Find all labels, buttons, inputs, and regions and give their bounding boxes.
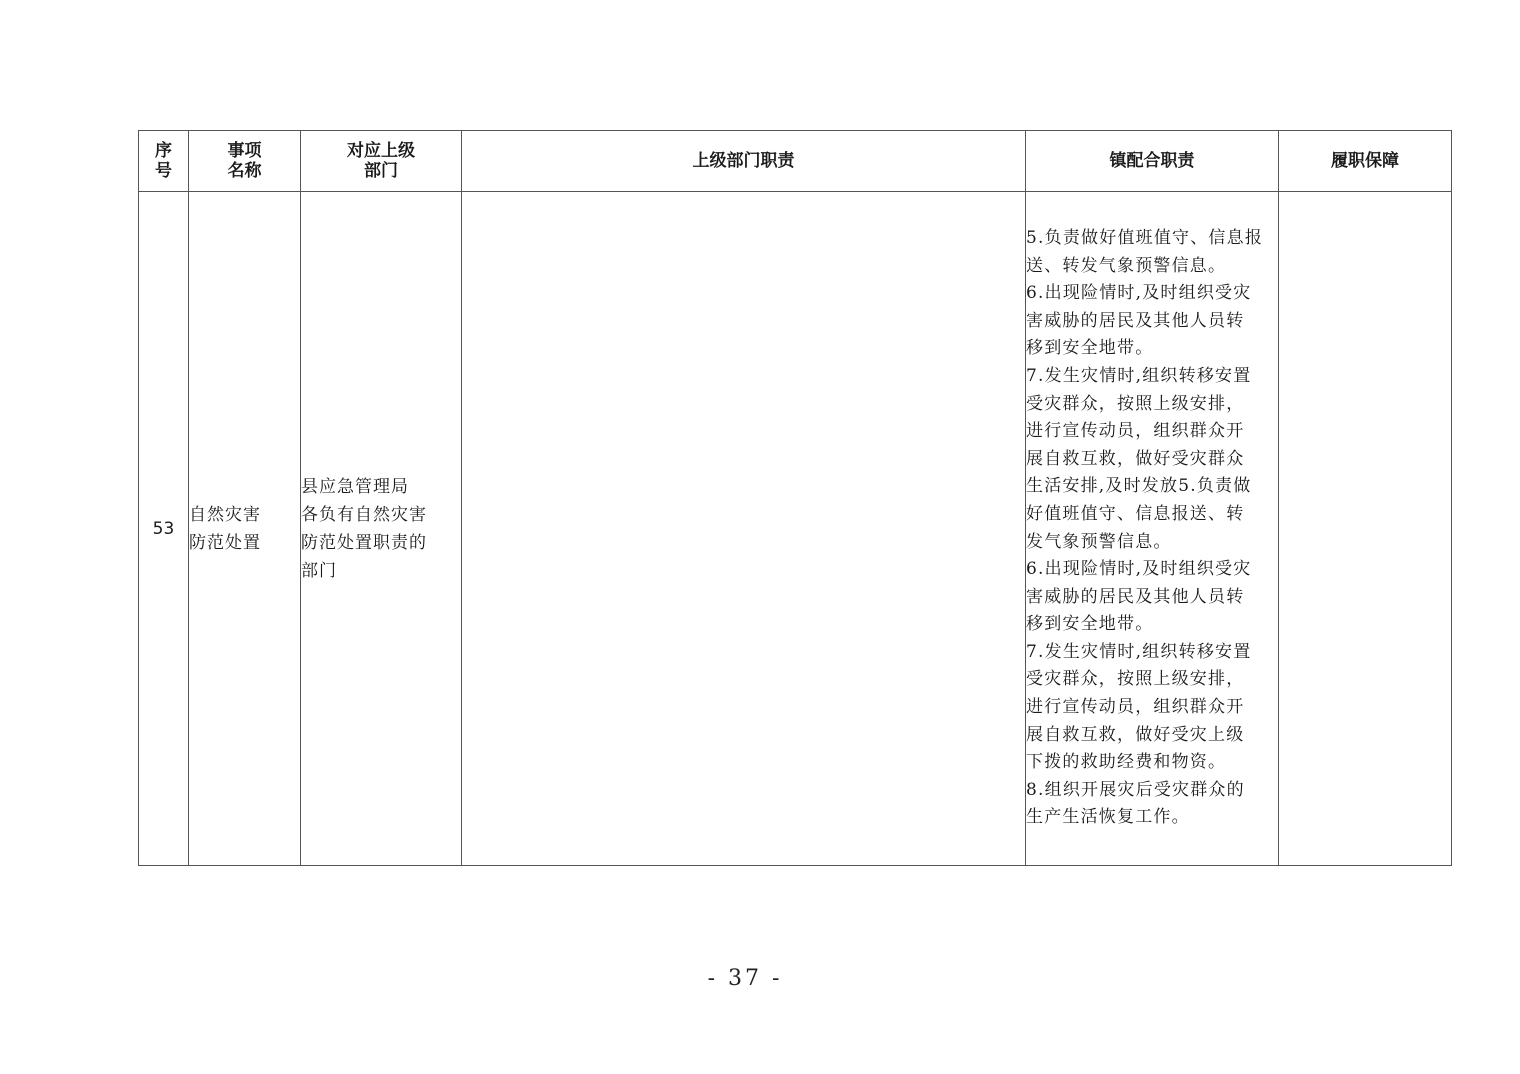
town-duty-line: 发气象预警信息。 bbox=[1026, 531, 1172, 552]
dept-line: 部门 bbox=[301, 560, 337, 581]
town-duty-line: 下拨的救助经费和物资。 bbox=[1026, 752, 1227, 773]
town-duty-line: 送、转发气象预警信息。 bbox=[1026, 255, 1227, 276]
header-seq-line-2: 号 bbox=[155, 161, 172, 181]
town-duty-line: 移到安全地带。 bbox=[1026, 338, 1154, 359]
town-duty-line: 生活安排,及时发放5.负责做 bbox=[1026, 476, 1252, 497]
header-item-line-2: 名称 bbox=[227, 161, 262, 181]
dept-line: 防范处置职责的 bbox=[301, 532, 427, 553]
town-duty-line: 7.发生灾情时,组织转移安置 bbox=[1026, 641, 1252, 662]
header-upper-duty: 上级部门职责 bbox=[462, 131, 1026, 192]
town-duty-line: 好值班值守、信息报送、转 bbox=[1026, 503, 1245, 524]
town-duty-line: 展自救互救，做好受灾群众 bbox=[1026, 448, 1245, 469]
header-dept-line-1: 对应上级 bbox=[347, 141, 415, 161]
row-upper-dept bbox=[301, 192, 462, 866]
header-dept-line-2: 部门 bbox=[364, 161, 398, 181]
row-guarantee bbox=[1279, 192, 1452, 866]
row-town-duty bbox=[1026, 192, 1279, 866]
town-duty-line: 受灾群众，按照上级安排， bbox=[1026, 669, 1245, 690]
row-seq: 53 bbox=[139, 192, 189, 866]
header-seq-line-1: 序 bbox=[155, 141, 172, 161]
town-duty-line: 进行宣传动员，组织群众开 bbox=[1026, 421, 1245, 442]
town-duty-line: 受灾群众，按照上级安排， bbox=[1026, 393, 1245, 414]
town-duty-line: 展自救互救，做好受灾上级 bbox=[1026, 724, 1245, 745]
town-duty-line: 5.负责做好值班值守、信息报 bbox=[1026, 227, 1264, 248]
page-number: - 37 - bbox=[707, 966, 783, 991]
header-item-line-1: 事项 bbox=[227, 141, 262, 161]
town-duty-line: 移到安全地带。 bbox=[1026, 614, 1154, 635]
town-duty-line: 6.出现险情时,及时组织受灾 bbox=[1026, 559, 1252, 580]
town-duty-line: 进行宣传动员，组织群众开 bbox=[1026, 697, 1245, 718]
row-upper-duty bbox=[462, 192, 1026, 866]
row-item-name bbox=[189, 192, 301, 866]
dept-line: 各负有自然灾害 bbox=[301, 504, 427, 525]
header-town-duty: 镇配合职责 bbox=[1026, 131, 1279, 192]
town-duty-lines bbox=[1026, 225, 1278, 832]
table-row bbox=[139, 192, 1452, 866]
header-seq bbox=[139, 131, 189, 192]
item-name-line: 防范处置 bbox=[189, 532, 261, 553]
town-duty-line: 害威胁的居民及其他人员转 bbox=[1026, 586, 1245, 607]
town-duty-line: 生产生活恢复工作。 bbox=[1026, 807, 1190, 828]
header-upper-dept bbox=[301, 131, 462, 192]
dept-line: 县应急管理局 bbox=[301, 476, 409, 497]
town-duty-line: 7.发生灾情时,组织转移安置 bbox=[1026, 365, 1252, 386]
header-guarantee: 履职保障 bbox=[1279, 131, 1452, 192]
town-duty-line: 8.组织开展灾后受灾群众的 bbox=[1026, 779, 1245, 800]
duty-table bbox=[138, 130, 1452, 866]
item-name-line: 自然灾害 bbox=[189, 504, 261, 525]
town-duty-line: 害威胁的居民及其他人员转 bbox=[1026, 310, 1245, 331]
header-row bbox=[139, 131, 1452, 192]
header-item-name bbox=[189, 131, 301, 192]
town-duty-line: 6.出现险情时,及时组织受灾 bbox=[1026, 283, 1252, 304]
